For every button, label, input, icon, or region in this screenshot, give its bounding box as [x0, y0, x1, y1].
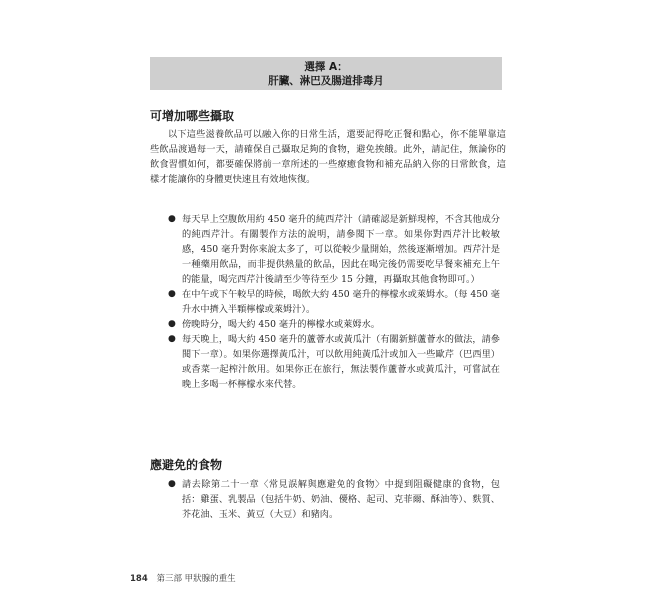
bullet-icon: ●: [168, 289, 176, 299]
bullet-icon: ●: [168, 319, 176, 329]
list-item: [168, 317, 500, 332]
list-item-text: 傍晚時分，喝大約 450 毫升的檸檬水或萊姆水。: [182, 319, 380, 330]
footer-part: 第三部: [156, 574, 182, 584]
list-item-text: 請去除第二十一章〈常見誤解與應避免的食物〉中提到阻礙健康的食物，包括：雞蛋、乳製品（包括牛奶、奶油、優格、起司、克菲爾、酥油等）、麩質、芥花油、玉米、黃豆（大豆）和豬肉。: [182, 479, 500, 520]
bullet-icon: ●: [168, 214, 176, 224]
section-heading-increase: 可增加哪些攝取: [150, 109, 235, 123]
banner-title-line-1: 選擇 A：: [304, 61, 348, 73]
list-item-text: 每天早上空腹飲用約 450 毫升的純西芹汁（請確認是新鮮現榨，不含其他成分的純西芹汁。有關製作方法的說明，請參閱下一章。如果你對西芹汁比較敏感，450 毫升對你來說太多了，可以從較少量開始，然後逐漸增加。西芹汁是一種藥用飲品，而非提供熱量的飲品，因此在喝完後仍需要吃早餐來補充上午的能量，喝完西芹汁後請至少等待至少 15 分鐘，再攝取其他食物即可。）: [182, 214, 500, 285]
page-number: 184: [130, 574, 148, 584]
footer-section-title: 甲狀腺的重生: [184, 574, 236, 584]
section-heading-avoid: 應避免的食物: [150, 458, 223, 472]
list-item-text: 在中午或下午較早的時候，喝飲大約 450 毫升的檸檬水或萊姆水。（每 450 毫升水中擠入半顆檸檬或萊姆汁）。: [182, 289, 500, 315]
intro-paragraph: 以下這些滋養飲品可以融入你的日常生活，還要記得吃正餐和點心，你不能單靠這些飲品渡過每一天，請確保自己攝取足夠的食物，避免挨餓。此外，請記住，無論你的飲食習慣如何，都要確保將前一章所述的一些療癒食物和補充品納入你的日常飲食，這樣才能讓你的身體更快速且有效地恢復。: [150, 129, 506, 185]
list-item: [168, 287, 500, 317]
bullet-icon: ●: [168, 334, 176, 344]
list-item: [168, 477, 500, 522]
list-item-text: 每天晚上，喝大約 450 毫升的蘆薈水或黃瓜汁（有關新鮮蘆薈水的做法，請參閱下一章）。如果你選擇黃瓜汁，可以飲用純黃瓜汁或加入一些歐芹（巴西里）或香菜一起榨汁飲用。如果你正在旅行，無法製作蘆薈水或黃瓜汁，可嘗試在晚上多喝一杯檸檬水來代替。: [182, 334, 500, 390]
bullet-icon: ●: [168, 479, 176, 489]
list-item: [168, 212, 500, 287]
increase-list: [168, 212, 500, 392]
list-item: [168, 332, 500, 392]
page-footer: [130, 572, 236, 584]
section-banner: [150, 57, 502, 90]
avoid-list: [168, 477, 500, 522]
banner-title-line-2: 肝臟、淋巴及腸道排毒月: [268, 75, 384, 87]
